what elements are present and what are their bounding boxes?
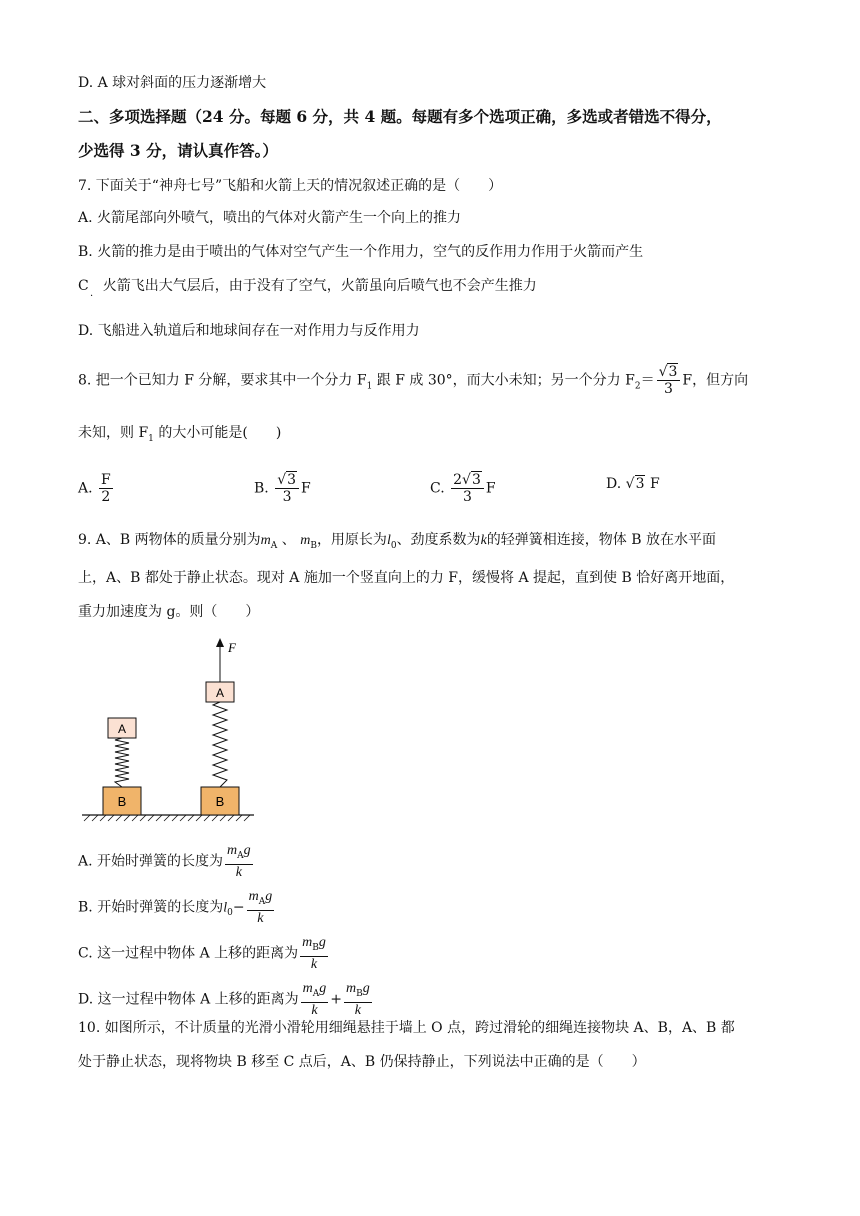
q9-option-d-fraction1 xyxy=(301,980,329,1019)
q9-option-a-fraction xyxy=(225,842,253,881)
q8-stem-part1: 8. 把一个已知力 F 分解，要求其中一个分力 F xyxy=(78,372,367,389)
q8-option-c-fraction: $\frac{2√3}{3}$ xyxy=(451,472,484,505)
q9-option-d-fraction2 xyxy=(344,980,372,1019)
q8-frac-den: 3 xyxy=(664,381,673,397)
q8-stem-line2 xyxy=(78,423,281,449)
q8-line2-part1: 未知，则 F xyxy=(78,425,149,441)
q9-line1-c: 、劲度系数为 xyxy=(396,532,481,548)
q9-length-symbol: l xyxy=(386,533,391,548)
q9-d-m2: m xyxy=(346,981,357,996)
q9-d-k1: k xyxy=(311,1002,318,1018)
q8-option-a-label: A. xyxy=(78,480,93,497)
q9-k-symbol: k xyxy=(480,533,487,548)
section2-heading-line2: 少选得 3 分，请认真作答。） xyxy=(78,141,278,160)
q9-c-g: g xyxy=(318,935,326,950)
section2-heading-line1: 二、多项选择题（24 分。每题 6 分，共 4 题。每题有多个选项正确，多选或者错选不得分， xyxy=(78,107,722,126)
q7-option-b: B. 火箭的推力是由于喷出的气体对空气产生一个作用力，空气的反作用力作用于火箭而产生 xyxy=(78,244,644,260)
q9-b-g: g xyxy=(265,889,273,904)
q10-stem-line2: 处于静止状态，现将物块 B 移至 C 点后，A、B 仍保持静止，下列说法中正确的是（ ） xyxy=(78,1054,646,1070)
q8-option-b-tail: F xyxy=(301,480,311,497)
force-arrow-head xyxy=(216,638,224,647)
q9-line1-a: 9. A、B 两物体的质量分别为 xyxy=(78,532,261,548)
q8-option-a-fraction xyxy=(99,472,113,505)
q9-b-minus: − xyxy=(232,899,245,916)
q9-length-sub: 0 xyxy=(390,540,397,551)
q9-option-b-text: B. 开始时弹簧的长度为 xyxy=(78,899,224,916)
force-label: F xyxy=(228,640,236,655)
q8-option-c-num: 3 xyxy=(471,472,481,488)
q9-c-m: m xyxy=(302,935,313,950)
q9-option-c-text: C. 这一过程中物体 A 上移的距离为 xyxy=(78,945,299,962)
q9-a-sub: A xyxy=(237,850,244,861)
q8-line2-part2: 的大小可能是( ) xyxy=(153,425,282,441)
q9-b-sub0: 0 xyxy=(227,908,233,919)
stray-dot: · xyxy=(90,291,94,302)
q9-option-b-fraction xyxy=(247,888,275,927)
right-spring xyxy=(213,702,227,787)
q8-option-c-label: C. xyxy=(430,480,445,497)
right-block-a-label: A xyxy=(215,686,225,700)
q9-d-m1: m xyxy=(302,981,313,996)
q8-sub-f2: 2 xyxy=(634,381,641,392)
q8-option-b-num: 3 xyxy=(287,472,297,488)
q8-option-b-label: B. xyxy=(254,480,269,497)
left-spring xyxy=(115,738,129,787)
q10-stem-line1: 10. 如图所示，不计质量的光滑小滑轮用细绳悬挂于墙上 O 点，跨过滑轮的细绳连接物块 A、B，A、B 都 xyxy=(78,1020,735,1036)
q9-option-b xyxy=(78,888,276,927)
q9-d-sub2: B xyxy=(356,988,363,999)
q9-a-k: k xyxy=(235,864,242,880)
q9-d-plus: + xyxy=(330,991,342,1008)
q8-stem-part4: F，但方向 xyxy=(682,372,749,389)
q9-c-k: k xyxy=(310,956,318,972)
left-block-a-label: A xyxy=(117,722,127,736)
q8-option-d-tail: F xyxy=(649,476,660,492)
q8-sub-f1: 1 xyxy=(366,381,373,392)
ground-hatch xyxy=(84,815,250,821)
q9-mass-a-sub: A xyxy=(270,540,278,551)
q9-line1-d: 的轻弹簧相连接，物体 B 放在水平面 xyxy=(486,532,716,548)
q9-option-a-text: A. 开始时弹簧的长度为 xyxy=(78,853,224,870)
q8-option-a-den: 2 xyxy=(101,489,111,505)
q9-sep: 、 xyxy=(277,532,301,548)
q9-d-g1: g xyxy=(319,981,327,996)
q9-mass-b-sub: B xyxy=(310,540,317,551)
q8-option-a xyxy=(78,472,115,505)
q8-option-d-label: D. xyxy=(606,476,622,492)
q8-option-c-coef: 2 xyxy=(453,472,463,488)
q8-option-b xyxy=(254,472,311,505)
q9-b-l: l xyxy=(223,900,228,916)
q9-d-k2: k xyxy=(354,1002,361,1018)
q9-option-a xyxy=(78,842,255,881)
q8-stem-part3: ＝ xyxy=(640,372,655,389)
left-block-b-label: B xyxy=(117,794,127,809)
q9-stem-line3: 重力加速度为 g。则（ ） xyxy=(78,604,260,620)
q7-option-a: A. 火箭尾部向外喷气，喷出的气体对火箭产生一个向上的推力 xyxy=(78,210,462,226)
q6-option-d: D. A 球对斜面的压力逐渐增大 xyxy=(78,75,267,91)
q8-stem-part2: 跟 F 成 30°，而大小未知；另一个分力 F xyxy=(372,372,635,389)
q9-c-sub: B xyxy=(312,942,319,953)
q8-option-d: D. √3 F xyxy=(606,476,660,492)
q8-fraction-sqrt3-over-3: $\frac{√3}{3}$ xyxy=(657,364,681,397)
q9-d-sub1: A xyxy=(312,988,320,999)
q9-b-sub: A xyxy=(258,896,266,907)
q9-b-m: m xyxy=(248,889,259,904)
q8-option-c-den: 3 xyxy=(463,489,472,505)
q9-line1-b: ，用原长为 xyxy=(316,532,387,548)
q9-option-c-fraction xyxy=(300,934,328,973)
q8-option-b-den: 3 xyxy=(282,489,292,505)
q9-option-d-text: D. 这一过程中物体 A 上移的距离为 xyxy=(78,991,299,1008)
q9-option-d xyxy=(78,980,374,1019)
q8-line2-sub: 1 xyxy=(148,433,154,444)
q9-stem-line2: 上，A、B 都处于静止状态。现对 A 施加一个竖直向上的力 F，缓慢将 A 提起，直到使 B 恰好离开地面， xyxy=(78,570,735,586)
q8-frac-num: 3 xyxy=(668,364,678,380)
q9-a-g: g xyxy=(243,843,251,858)
q8-option-c xyxy=(430,472,496,505)
q8-option-a-num: F xyxy=(101,472,111,488)
q8-option-d-rad: 3 xyxy=(635,476,645,492)
q9-a-m: m xyxy=(227,843,238,858)
right-block-b-label: B xyxy=(215,794,225,809)
q9-stem-line1 xyxy=(78,530,716,556)
q9-mass-a-symbol: m xyxy=(260,533,271,548)
q9-mass-b-symbol: m xyxy=(300,533,311,548)
q9-b-k: k xyxy=(257,910,264,926)
q8-option-c-tail: F xyxy=(485,480,496,497)
q8-option-b-fraction: $\frac{√3}{3}$ xyxy=(275,472,299,505)
q7-option-c: C 火箭飞出大气层后，由于没有了空气，火箭虽向后喷气也不会产生推力 xyxy=(78,278,537,294)
q8-stem xyxy=(78,364,748,397)
q9-spring-figure xyxy=(78,636,258,826)
q7-stem: 7. 下面关于“神舟七号”飞船和火箭上天的情况叙述正确的是（ ） xyxy=(78,178,503,194)
q9-option-c xyxy=(78,934,330,973)
q9-d-g2: g xyxy=(362,981,370,996)
q7-option-d: D. 飞船进入轨道后和地球间存在一对作用力与反作用力 xyxy=(78,323,420,339)
